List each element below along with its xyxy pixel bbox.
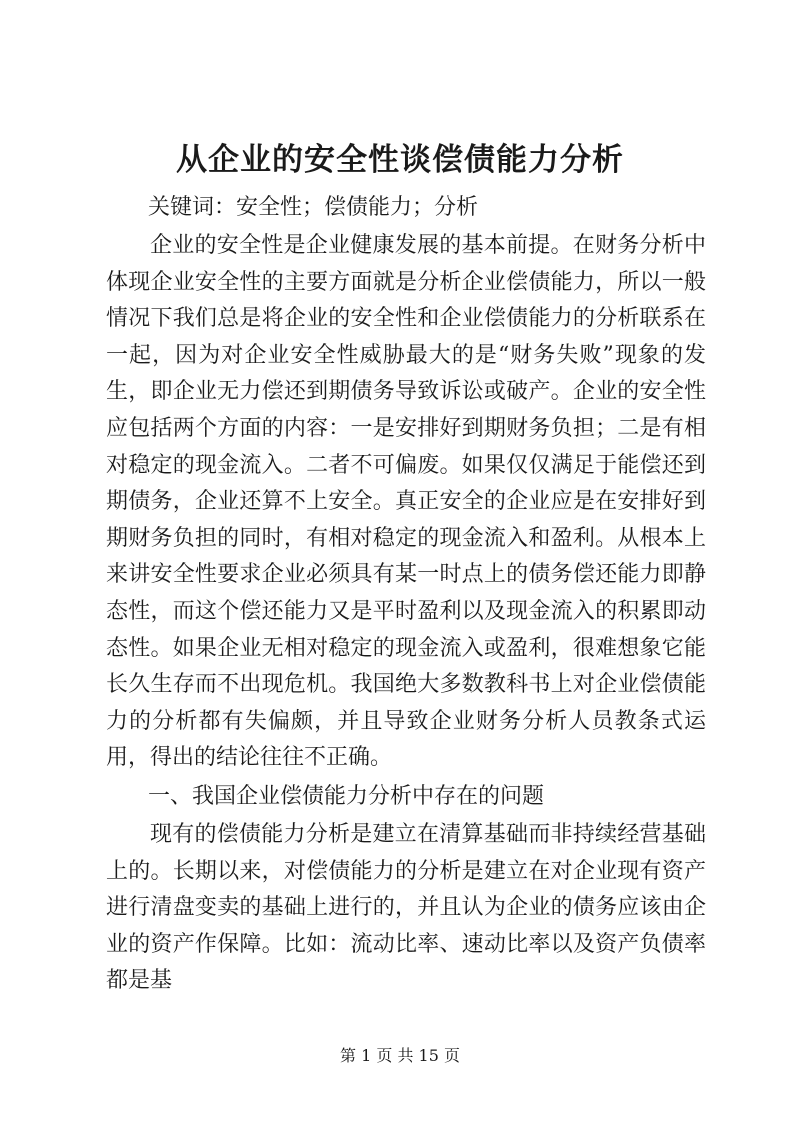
page-footer: 第 1 页 共 15 页 bbox=[340, 1046, 460, 1065]
body-paragraph-1: 企业的安全性是企业健康发展的基本前提。在财务分析中体现企业安全性的主要方面就是分析企业偿债能力，所以一般情况下我们总是将企业的安全性和企业偿债能力的分析联系在一起，因为对企业安全性威胁最大的是“财务失败”现象的发生，即企业无力偿还到期债务导致诉讼或破产。企业的安全性应包括两个方面的内容：一是安排好到期财务负担；二是有相对稳定的现金流入。二者不可偏废。如果仅仅满足于能偿还到期债务，企业还算不上安全。真正安全的企业应是在安排好到期财务负担的同时，有相对稳定的现金流入和盈利。从根本上来讲安全性要求企业必须具有某一时点上的债务偿还能力即静态性，而这个偿还能力又是平时盈利以及现金流入的积累即动态性。如果企业无相对稳定的现金流入或盈利，很难想象它能长久生存而不出现危机。我国绝大多数教科书上对企业偿债能力的分析都有失偏颇，并且导致企业财务分析人员教条式运用，得出的结论往往不正确。 bbox=[106, 233, 706, 771]
section-heading-1: 一、我国企业偿债能力分析中存在的问题 bbox=[148, 784, 545, 809]
keywords-line: 关键词：安全性；偿债能力；分析 bbox=[148, 195, 479, 220]
body-paragraph-2: 现有的偿债能力分析是建立在清算基础而非持续经营基础上的。长期以来，对偿债能力的分析是建立在对企业现有资产进行清盘变卖的基础上进行的，并且认为企业的债务应该由企业的资产作保障。比如：流动比率、速动比率以及资产负债率都是基 bbox=[106, 822, 706, 994]
document-title: 从企业的安全性谈偿债能力分析 bbox=[176, 142, 624, 178]
